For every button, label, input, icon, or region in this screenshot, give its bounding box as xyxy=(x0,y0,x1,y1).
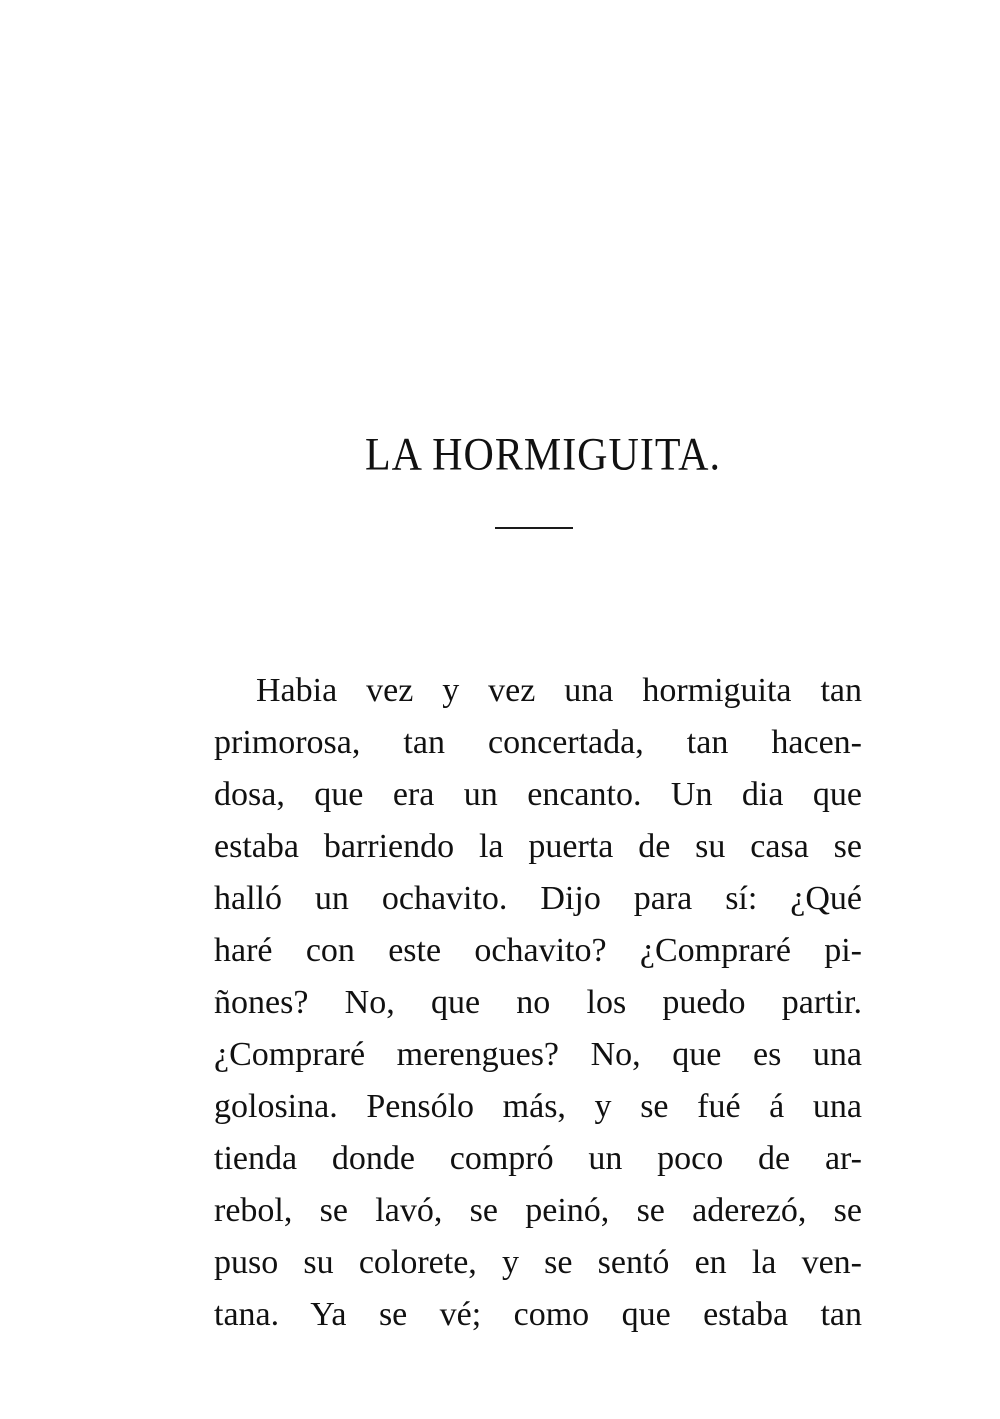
paragraph-line: ñones? No, que no los puedo partir. xyxy=(214,984,862,1021)
paragraph-line: rebol, se lavó, se peinó, se aderezó, se xyxy=(214,1192,862,1229)
paragraph-line: estaba barriendo la puerta de su casa se xyxy=(214,828,862,865)
title-divider xyxy=(495,527,573,529)
paragraph-line: halló un ochavito. Dijo para sí: ¿Qué xyxy=(214,880,862,917)
paragraph-line: puso su colorete, y se sentó en la ven- xyxy=(214,1244,862,1281)
paragraph-line: tienda donde compró un poco de ar- xyxy=(214,1140,862,1177)
paragraph-line: dosa, que era un encanto. Un dia que xyxy=(214,776,862,813)
paragraph-line: primorosa, tan concertada, tan hacen- xyxy=(214,724,862,761)
chapter-title: LA HORMIGUITA. xyxy=(365,429,721,481)
paragraph-line: tana. Ya se vé; como que estaba tan xyxy=(214,1296,862,1333)
paragraph-line: Habia vez y vez una hormiguita tan xyxy=(256,672,862,709)
paragraph-line: ¿Compraré merengues? No, que es una xyxy=(214,1036,862,1073)
paragraph-line: haré con este ochavito? ¿Compraré pi- xyxy=(214,932,862,969)
paragraph-line: golosina. Pensólo más, y se fué á una xyxy=(214,1088,862,1125)
story-paragraph xyxy=(214,665,862,1341)
